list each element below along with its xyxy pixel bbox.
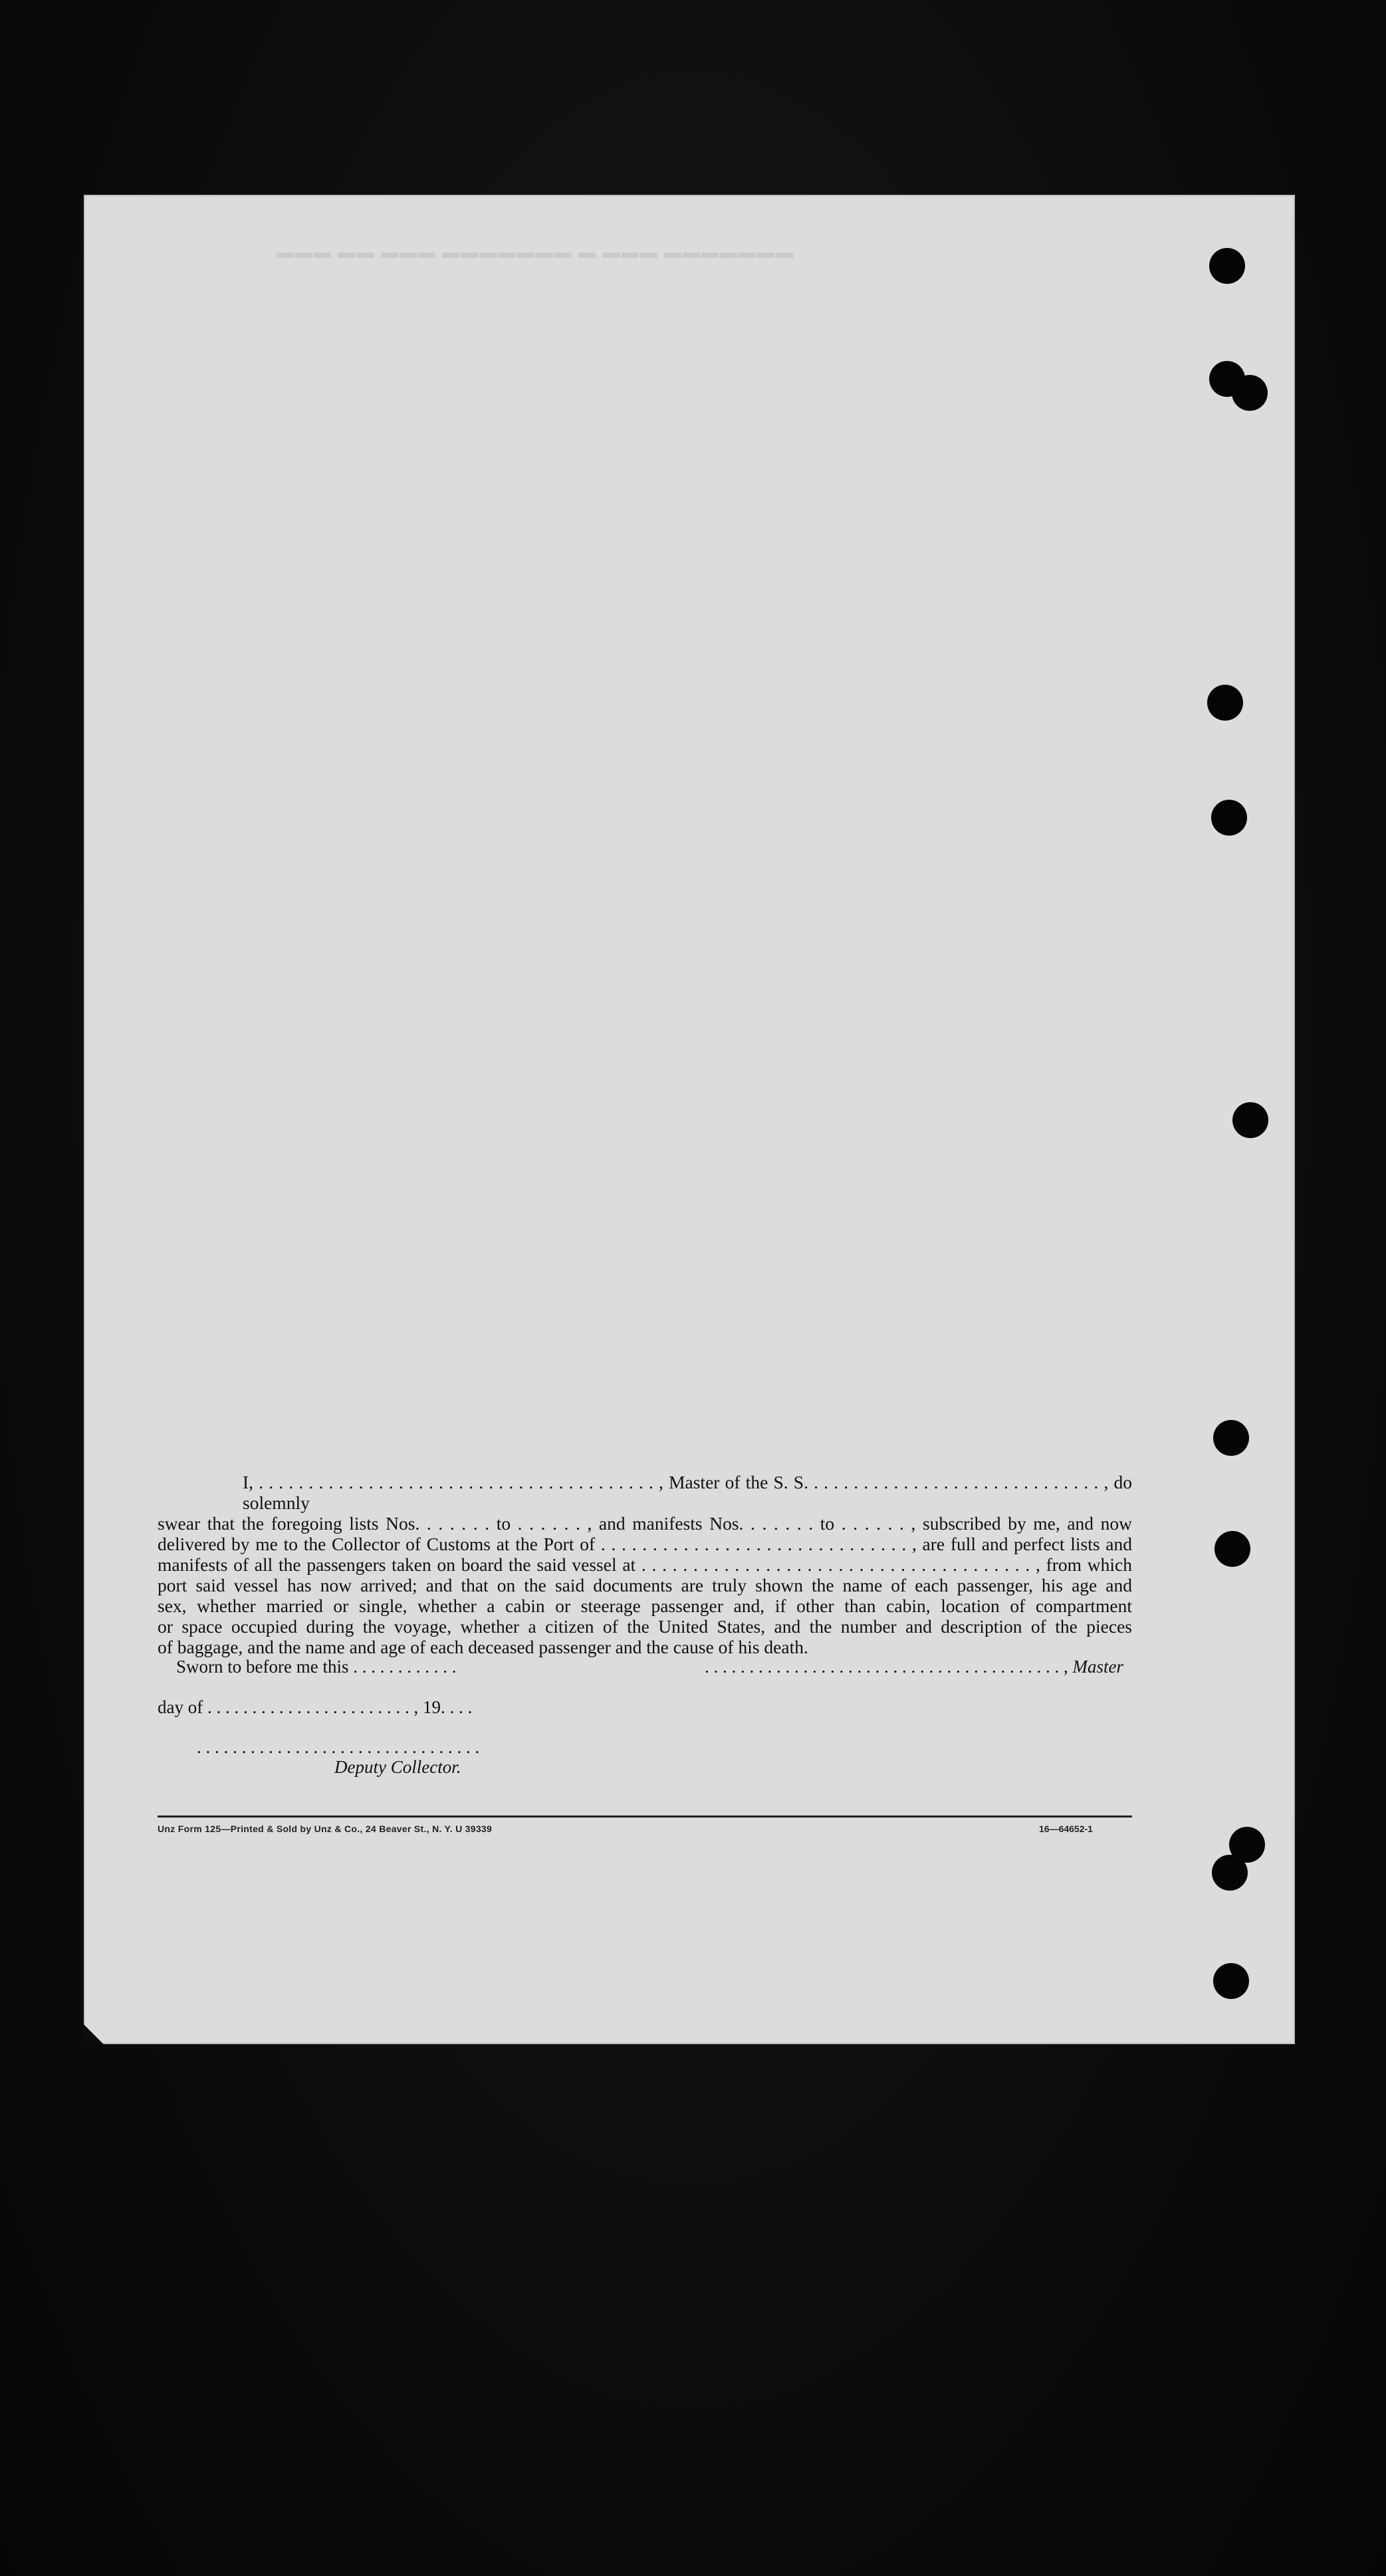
punch-hole bbox=[1207, 685, 1243, 721]
deputy-dots: . . . . . . . . . . . . . . . . . . . . . . . . . . . . . . . . bbox=[197, 1737, 480, 1757]
oath-line: sex, whether married or single, whether a cabin or steerage passenger and, if other than cabin, location of compartment bbox=[158, 1595, 1132, 1616]
bleed-through-text: ▬▬ ▬ ▬▬▬ ▬▬▬▬▬▬▬ bbox=[536, 243, 795, 262]
oath-line: port said vessel has now arrived; and that on the said documents are truly shown the name of each passenger, his age and bbox=[158, 1575, 1132, 1595]
punch-hole bbox=[1232, 375, 1268, 411]
oath-line: manifests of all the passengers taken on board the said vessel at . . . . . . . . . . . . . . . . . . . . . . . . . . . . . . . . . . . . . . , from which bbox=[158, 1554, 1132, 1575]
oath-paragraph bbox=[158, 1472, 1132, 1657]
punch-hole bbox=[1212, 1855, 1248, 1891]
punch-hole bbox=[1211, 800, 1247, 836]
footer-rule bbox=[158, 1815, 1132, 1817]
oath-line: I, . . . . . . . . . . . . . . . . . . . . . . . . . . . . . . . . . . . . . . . . , Master of the S. S. . . . . . . . . . . . . . . . . . . . . . . . . . . . . . , do solemnly bbox=[243, 1472, 1132, 1513]
punch-hole bbox=[1213, 1420, 1249, 1456]
punch-hole bbox=[1214, 1531, 1250, 1567]
master-signature-line bbox=[705, 1657, 1123, 1677]
printer-imprint: Unz Form 125—Printed & Sold by Unz & Co., 24 Beaver St., N. Y. U 39339 bbox=[158, 1823, 493, 1834]
oath-line: of baggage, and the name and age of each deceased passenger and the cause of his death. bbox=[158, 1637, 808, 1657]
deputy-collector-label: Deputy Collector. bbox=[334, 1757, 461, 1777]
manifest-page bbox=[84, 195, 1295, 2044]
master-dots: . . . . . . . . . . . . . . . . . . . . . . . . . . . . . . . . . . . . . . . . , bbox=[705, 1657, 1068, 1677]
oath-line: swear that the foregoing lists Nos. . . . . . . to . . . . . . , and manifests Nos. . . . . . . to . . . . . . , subscribed by me, and now bbox=[158, 1513, 1132, 1534]
master-label: Master bbox=[1072, 1657, 1123, 1677]
punch-hole bbox=[1232, 1102, 1268, 1138]
day-of-line: day of . . . . . . . . . . . . . . . . . . . . . . . , 19. . . . bbox=[158, 1697, 473, 1717]
punch-hole bbox=[1213, 1963, 1249, 1999]
oath-line: or space occupied during the voyage, whether a citizen of the United States, and the number and description of the pieces bbox=[158, 1616, 1132, 1637]
oath-line: delivered by me to the Collector of Customs at the Port of . . . . . . . . . . . . . . . . . . . . . . . . . . . . . . , are full and perfect lists and bbox=[158, 1534, 1132, 1554]
bleed-through-text: ▬▬▬ ▬▬ ▬▬▬ ▬▬▬▬▬▬ bbox=[277, 243, 554, 262]
form-number: 16—64652-1 bbox=[1039, 1823, 1093, 1834]
sworn-text: Sworn to before me this . . . . . . . . . . . . bbox=[176, 1657, 457, 1677]
punch-hole bbox=[1209, 248, 1245, 284]
